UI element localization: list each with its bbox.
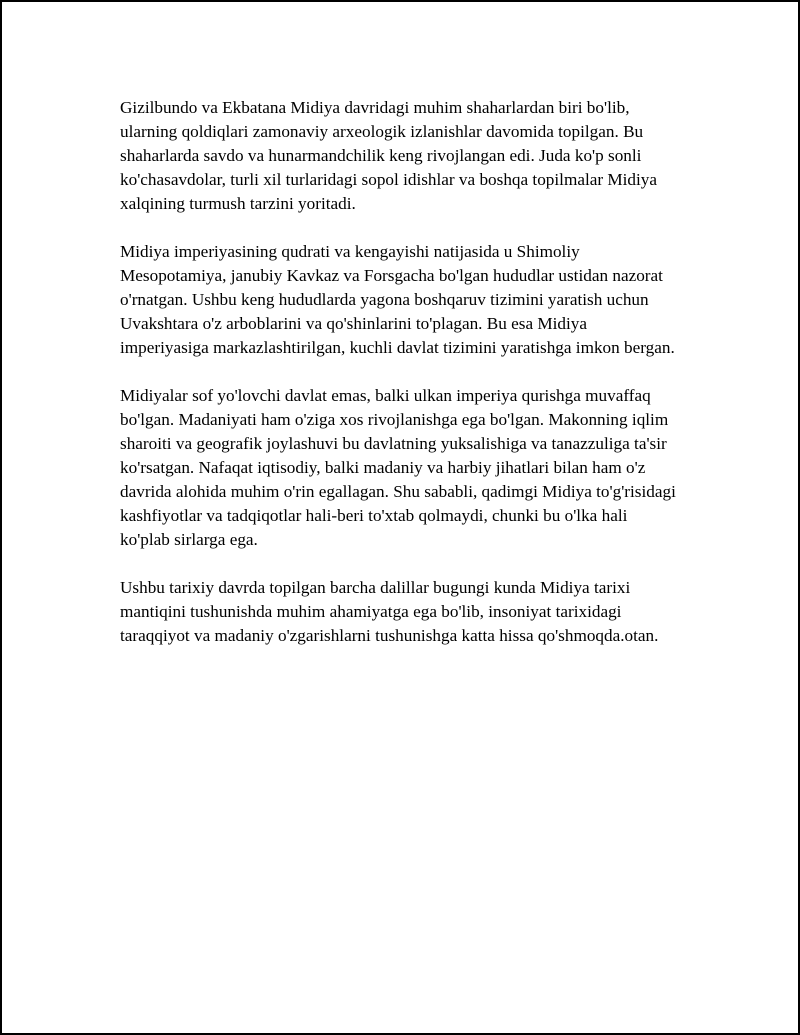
paragraph-1: Gizilbundo va Ekbatana Midiya davridagi muhim shaharlardan biri bo'lib, ularning qoldiqlari zamonaviy arxeologik izlanishlar davomida topilgan. Bu shaharlarda savdo va hunarmandchilik keng rivojlangan edi. Juda ko'p sonli ko'chasavdolar, turli xil turlaridagi sopol idishlar va boshqa topilmalar Midiya xalqining turmush tarzini yoritadi.: [120, 98, 658, 213]
document-body: [120, 96, 680, 672]
paragraph-4: Ushbu tarixiy davrda topilgan barcha dalillar bugungi kunda Midiya tarixi mantiqini tushunishda muhim ahamiyatga ega bo'lib, insoniyat tarixidagi taraqqiyot va madaniy o'zgarishlarni tushunishga katta hissa qo'shmoqda.otan.: [120, 578, 659, 645]
paragraph-2: Midiya imperiyasining qudrati va kengayishi natijasida u Shimoliy Mesopotamiya, janubiy Kavkaz va Forsgacha bo'lgan hududlar ustidan nazorat o'rnatgan. Ushbu keng hududlarda yagona boshqaruv tizimini yaratish uchun Uvakshtara o'z arboblarini va qo'shinlarini to'plagan. Bu esa Midiya imperiyasiga markazlashtirilgan, kuchli davlat tizimini yaratishga imkon bergan.: [120, 242, 675, 357]
paragraph-3: Midiyalar sof yo'lovchi davlat emas, balki ulkan imperiya qurishga muvaffaq bo'lgan. Madaniyati ham o'ziga xos rivojlanishga ega bo'lgan. Makonning iqlim sharoiti va geografik joylashuvi bu davlatning yuksalishiga va tanazzuliga ta'sir ko'rsatgan. Nafaqat iqtisodiy, balki madaniy va harbiy jihatlari bilan ham o'z davrida alohida muhim o'rin egallagan. Shu sababli, qadimgi Midiya to'g'risidagi kashfiyotlar va tadqiqotlar hali-beri to'xtab qolmaydi, chunki bu o'lka hali ko'plab sirlarga ega.: [120, 386, 676, 549]
